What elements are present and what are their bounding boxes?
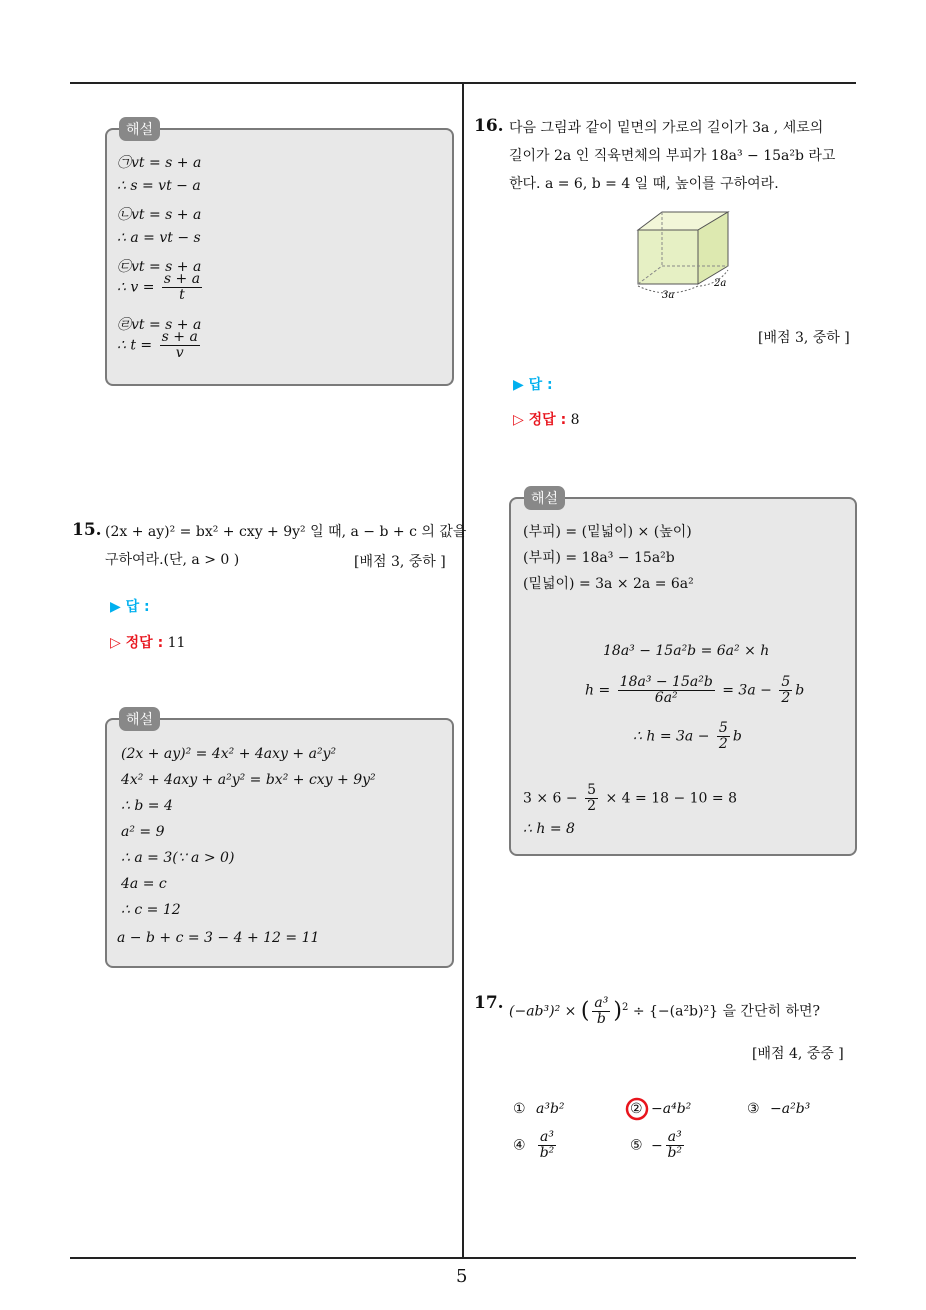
figure-label-depth: 2a [714, 278, 727, 289]
solution-box-15 [105, 718, 454, 968]
sol16-center-line [585, 675, 804, 706]
denominator: 2 [587, 798, 597, 814]
sol14-line: ㉡vt = s + a [117, 207, 202, 223]
question-15-score: [배점 3, 중하 ] [354, 554, 446, 570]
sol16-line: (밑넓이) = 3a × 2a = 6a² [523, 576, 694, 592]
numerator: s + a [163, 271, 201, 287]
correct-label: ▷ 정답 : [110, 635, 164, 651]
expr-part: 3 × 6 − [523, 790, 578, 807]
sol14-line: ㉠vt = s + a [117, 155, 202, 171]
selected-circle-mark [624, 1095, 652, 1123]
question-number-16: 16. [474, 116, 504, 136]
numerator: s + a [161, 329, 198, 345]
fraction [717, 721, 730, 752]
sol14-line: ∴ s = vt − a [117, 178, 201, 194]
fraction [538, 1130, 556, 1161]
question-16-line3: 한다. a = 6, b = 4 일 때, 높이를 구하여라. [509, 176, 779, 192]
sol15-line: ∴ a = 3(∵ a > 0) [121, 850, 235, 866]
sol14-v-eq: ∴ v = [117, 279, 155, 296]
expr-part: b [732, 728, 742, 745]
solution-label: 해설 [119, 117, 160, 141]
choice-mark: ② [630, 1101, 643, 1117]
expr-part: (−ab³)² × [509, 1003, 577, 1020]
sol14-frac-line [117, 330, 203, 361]
denominator: t [179, 287, 185, 303]
question-15-line1: (2x + ay)² = bx² + cxy + 9y² 일 때, a − b + c 의 값을 [105, 524, 467, 540]
sol14-frac-line [117, 272, 205, 303]
denominator: b² [667, 1145, 683, 1161]
cuboid-figure [628, 206, 738, 302]
question-17-score: [배점 4, 중중 ] [752, 1046, 844, 1062]
choice-mark: ① [513, 1101, 526, 1117]
choice-4[interactable] [513, 1130, 559, 1161]
expr-part: ÷ {−(a²b)²} 을 간단히 하면? [632, 1003, 820, 1020]
choice-3[interactable] [747, 1101, 810, 1117]
correct-answer-15 [110, 632, 185, 652]
question-16-line2: 길이가 2a 인 직육면체의 부피가 18a³ − 15a²b 라고 [509, 148, 836, 164]
sol15-line: a − b + c = 3 − 4 + 12 = 11 [117, 930, 320, 946]
sol15-line: 4x² + 4axy + a²y² = bx² + cxy + 9y² [121, 772, 376, 788]
choice-text: a³b² [536, 1101, 565, 1117]
fraction [779, 675, 792, 706]
page-number: 5 [456, 1266, 468, 1287]
numerator: 5 [781, 674, 791, 690]
paren-close: ) [613, 998, 622, 1024]
expr-part: ∴ h = 3a − [633, 728, 710, 745]
correct-value: 11 [167, 635, 186, 651]
correct-answer-16 [513, 409, 580, 429]
denominator: 2 [718, 736, 728, 752]
choice-sign: − [651, 1137, 663, 1154]
bottom-rule [70, 1257, 856, 1259]
sol16-center-line [633, 721, 742, 752]
solution-label: 해설 [524, 486, 565, 510]
expr-part: = 3a − [722, 682, 772, 699]
question-16-line1: 다음 그림과 같이 밑면의 가로의 길이가 3a , 세로의 [509, 120, 824, 136]
expr-part: h = [585, 682, 611, 699]
denominator: b [596, 1011, 606, 1027]
numerator: 5 [718, 720, 728, 736]
numerator: a³ [667, 1129, 682, 1145]
sol16-line: (부피) = (밑넓이) × (높이) [523, 524, 692, 540]
sol14-line: ㉢vt = s + a [117, 259, 202, 275]
sol15-line: ∴ b = 4 [121, 798, 173, 814]
numerator: 5 [587, 782, 597, 798]
numerator: a³ [540, 1129, 554, 1145]
sol14-line: ㉣vt = s + a [117, 317, 202, 333]
choice-mark: ⑤ [630, 1137, 643, 1154]
denominator: 2 [781, 690, 791, 706]
answer-input-label-16[interactable]: ▶ 답 : [513, 377, 553, 393]
sol15-line: ∴ c = 12 [121, 902, 181, 918]
sol15-line: 4a = c [121, 876, 167, 892]
fraction [592, 996, 610, 1027]
sol16-center-line: 18a³ − 15a²b = 6a² × h [603, 643, 770, 659]
fraction [666, 1130, 684, 1161]
correct-value: 8 [570, 412, 580, 428]
sol15-line: (2x + ay)² = 4x² + 4axy + a²y² [121, 746, 337, 762]
denominator: b² [539, 1145, 555, 1161]
figure-label-width: 3a [662, 290, 675, 301]
paren-open: ( [580, 998, 590, 1024]
center-divider [462, 82, 464, 1259]
denominator: 6a² [654, 690, 678, 706]
fraction [160, 330, 200, 361]
correct-label: ▷ 정답 : [513, 412, 567, 428]
question-number-17: 17. [474, 993, 504, 1013]
solution-box-16 [509, 497, 857, 856]
solution-label: 해설 [119, 707, 160, 731]
sol16-line: (부피) = 18a³ − 15a²b [523, 550, 675, 566]
choice-5[interactable] [630, 1130, 687, 1161]
choice-1[interactable] [513, 1101, 565, 1117]
fraction [618, 675, 715, 706]
sol16-line: ∴ h = 8 [523, 821, 575, 837]
choice-mark: ④ [513, 1137, 526, 1154]
choice-text: −a⁴b² [651, 1101, 692, 1117]
choice-text: −a²b³ [770, 1101, 811, 1117]
answer-input-label-15[interactable]: ▶ 답 : [110, 599, 150, 615]
fraction [585, 783, 598, 814]
question-17-expression [509, 996, 820, 1027]
solution-box-14 [105, 128, 454, 386]
numerator: a³ [594, 995, 609, 1011]
numerator: 18a³ − 15a²b [619, 674, 713, 690]
sol14-line: ∴ a = vt − s [117, 230, 201, 246]
sol15-line: a² = 9 [121, 824, 165, 840]
expr-part: b [795, 682, 805, 699]
fraction [162, 272, 202, 303]
sol16-line [523, 783, 737, 814]
choice-mark: ③ [747, 1101, 760, 1117]
exponent: 2 [621, 1001, 629, 1013]
question-16-score: [배점 3, 중하 ] [758, 330, 850, 346]
question-15-line2: 구하여라.(단, a > 0 ) [105, 552, 240, 568]
question-number-15: 15. [72, 520, 102, 540]
sol14-t-eq: ∴ t = [117, 337, 153, 354]
denominator: v [175, 345, 184, 361]
expr-part: × 4 = 18 − 10 = 8 [605, 790, 737, 807]
